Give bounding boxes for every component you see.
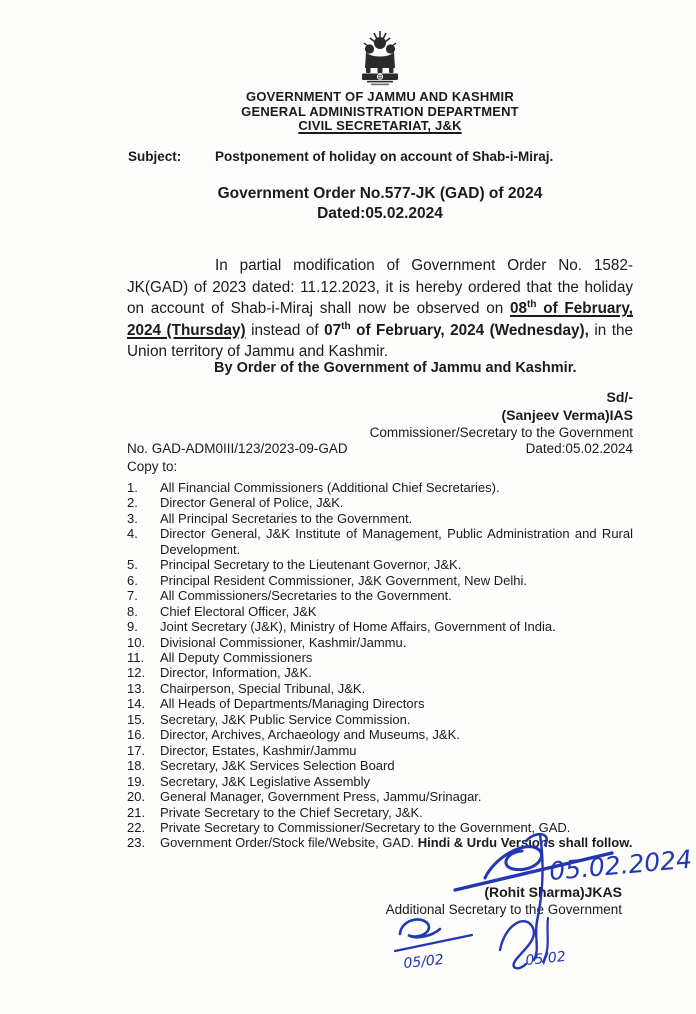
item-text: Secretary, J&K Legislative Assembly bbox=[160, 773, 371, 789]
item-text-bold: Hindi & Urdu Versions shall follow. bbox=[417, 835, 633, 851]
list-item bbox=[127, 480, 633, 495]
list-item bbox=[127, 511, 633, 526]
list-item bbox=[127, 650, 633, 665]
list-item bbox=[127, 774, 633, 789]
item-text: Director General, J&K Institute of Management, Public Administration and Rural Development. bbox=[160, 526, 633, 557]
item-number: 20. bbox=[127, 789, 146, 805]
list-item bbox=[127, 820, 633, 835]
signatory-block bbox=[370, 389, 633, 442]
item-text: Director General of Police, J&K. bbox=[160, 495, 344, 511]
item-number: 23. bbox=[127, 835, 146, 851]
list-item bbox=[127, 619, 633, 634]
item-number: 14. bbox=[127, 696, 146, 712]
old-date-rest: of February, 2024 (Wednesday), bbox=[350, 321, 589, 339]
list-item bbox=[127, 743, 633, 758]
initial-1-underline-stroke bbox=[395, 935, 472, 951]
item-number: 17. bbox=[127, 742, 146, 758]
list-item bbox=[127, 727, 633, 742]
item-text: Director, Archives, Archaeology and Museums, J&K. bbox=[160, 727, 460, 743]
initial-1-stroke bbox=[400, 919, 440, 937]
item-text: Director, Estates, Kashmir/Jammu bbox=[160, 742, 357, 758]
item-number: 22. bbox=[127, 819, 146, 835]
list-item bbox=[127, 495, 633, 510]
item-text: All Financial Commissioners (Additional Chief Secretaries). bbox=[160, 480, 500, 495]
list-item bbox=[127, 712, 633, 727]
sd-abbreviation: Sd/- bbox=[606, 389, 633, 405]
reference-row bbox=[127, 441, 633, 456]
old-date-ordinal: th bbox=[341, 320, 351, 332]
list-item bbox=[127, 681, 633, 696]
item-number: 11. bbox=[127, 649, 145, 665]
item-number: 7. bbox=[127, 588, 138, 604]
initial-2-tail-stroke bbox=[543, 918, 548, 962]
list-item bbox=[127, 526, 633, 557]
body-seg-5: in the Union territory of Jammu and Kashmir. bbox=[127, 321, 633, 361]
signatory-dated: Dated:05.02.2024 bbox=[525, 441, 633, 456]
item-text: Chief Electoral Officer, J&K bbox=[160, 603, 317, 619]
header-line-department: GENERAL ADMINISTRATION DEPARTMENT bbox=[241, 103, 519, 119]
signature-loop-stroke bbox=[485, 847, 542, 878]
distribution-list bbox=[127, 480, 633, 851]
order-title bbox=[127, 184, 633, 223]
body-seg-1: In partial modification of Government Order No. 1582-JK(GAD) of 2023 dated: 11.12.2023, it is hereby ordered that the holiday on account of Shab-i-Miraj shall now be observed on bbox=[127, 257, 633, 318]
item-text-normal: Government Order/Stock file/Website, GAD. bbox=[160, 835, 418, 851]
item-number: 19. bbox=[127, 773, 146, 789]
item-text: All Heads of Departments/Managing Directors bbox=[160, 696, 425, 712]
item-text: Private Secretary to the Chief Secretary, J&K. bbox=[160, 804, 423, 820]
order-number-line: Government Order No.577-JK (GAD) of 2024 bbox=[217, 185, 543, 202]
subject-label: Subject: bbox=[128, 149, 182, 164]
item-text: All Deputy Commissioners bbox=[160, 649, 313, 665]
item-text: All Principal Secretaries to the Government. bbox=[160, 510, 413, 526]
item-text: General Manager, Government Press, Jammu/Srinagar. bbox=[160, 789, 482, 805]
header-line-secretariat: CIVIL SECRETARIAT, J&K bbox=[298, 118, 462, 133]
item-number: 21. bbox=[127, 804, 146, 820]
list-item bbox=[127, 573, 633, 588]
item-text: Private Secretary to Commissioner/Secretary to the Government, GAD. bbox=[160, 819, 571, 835]
list-item bbox=[127, 604, 633, 619]
footer-signatory-designation: Additional Secretary to the Government bbox=[385, 902, 622, 917]
item-text: Joint Secretary (J&K), Ministry of Home Affairs, Government of India. bbox=[160, 619, 556, 635]
item-number: 13. bbox=[127, 680, 146, 696]
item-text: All Commissioners/Secretaries to the Government. bbox=[160, 588, 452, 604]
item-text bbox=[160, 835, 633, 850]
item-number: 16. bbox=[127, 727, 146, 743]
item-text: Secretary, J&K Services Selection Board bbox=[160, 758, 395, 774]
copy-to-label: Copy to: bbox=[127, 459, 178, 474]
item-text: Secretary, J&K Public Service Commission. bbox=[160, 711, 411, 727]
item-number: 2. bbox=[127, 495, 138, 511]
item-number: 6. bbox=[127, 572, 138, 588]
reference-number: No. GAD-ADM0III/123/2023-09-GAD bbox=[127, 441, 348, 456]
item-number: 8. bbox=[127, 603, 138, 619]
subject-row bbox=[128, 149, 633, 164]
item-text: Chairperson, Special Tribunal, J&K. bbox=[160, 680, 366, 696]
new-date-day: 08 bbox=[510, 300, 528, 318]
item-number: 1. bbox=[127, 480, 138, 495]
by-order-line: By Order of the Government of Jammu and Kashmir. bbox=[214, 360, 577, 376]
header-line-government: GOVERNMENT OF JAMMU AND KASHMIR bbox=[246, 89, 514, 104]
list-item bbox=[127, 696, 633, 711]
list-item bbox=[127, 665, 633, 680]
item-text: Director, Information, J&K. bbox=[160, 665, 312, 681]
item-text: Principal Secretary to the Lieutenant Governor, J&K. bbox=[160, 557, 462, 573]
item-number: 3. bbox=[127, 510, 138, 526]
initial-1-date: 05/02 bbox=[402, 951, 445, 972]
item-number: 5. bbox=[127, 557, 138, 573]
item-number: 9. bbox=[127, 619, 138, 635]
footer-signatory-name: (Rohit Sharma)JKAS bbox=[484, 884, 622, 900]
national-emblem-icon bbox=[357, 28, 403, 86]
order-body-paragraph bbox=[127, 255, 633, 363]
signatory-name: (Sanjeev Verma)IAS bbox=[501, 406, 633, 423]
item-number: 10. bbox=[127, 634, 146, 650]
item-number: 12. bbox=[127, 665, 146, 681]
handwritten-date: 05.02.2024 bbox=[547, 844, 694, 886]
body-seg-3: instead of bbox=[245, 321, 325, 339]
list-item bbox=[127, 835, 633, 850]
item-number: 18. bbox=[127, 758, 146, 774]
item-text: Divisional Commissioner, Kashmir/Jammu. bbox=[160, 634, 407, 650]
old-date-day: 07 bbox=[324, 321, 342, 339]
item-text: Principal Resident Commissioner, J&K Government, New Delhi. bbox=[160, 572, 528, 588]
subject-text: Postponement of holiday on account of Shab-i-Miraj. bbox=[215, 149, 554, 164]
item-number: 15. bbox=[127, 711, 146, 727]
item-number: 4. bbox=[127, 526, 138, 542]
new-date-ordinal: th bbox=[527, 299, 537, 311]
initial-2-date: 05/02 bbox=[524, 948, 567, 969]
document-header bbox=[127, 28, 633, 134]
list-item bbox=[127, 789, 633, 804]
list-item bbox=[127, 805, 633, 820]
list-item bbox=[127, 758, 633, 773]
signatory-designation: Commissioner/Secretary to the Government bbox=[369, 425, 633, 440]
order-date-line: Dated:05.02.2024 bbox=[317, 204, 443, 222]
list-item bbox=[127, 588, 633, 603]
new-date-rest: of February, 2024 (Thursday) bbox=[127, 300, 634, 339]
list-item bbox=[127, 557, 633, 572]
initial-2-stroke bbox=[500, 921, 534, 968]
body-old-date bbox=[324, 322, 589, 339]
list-item bbox=[127, 635, 633, 650]
